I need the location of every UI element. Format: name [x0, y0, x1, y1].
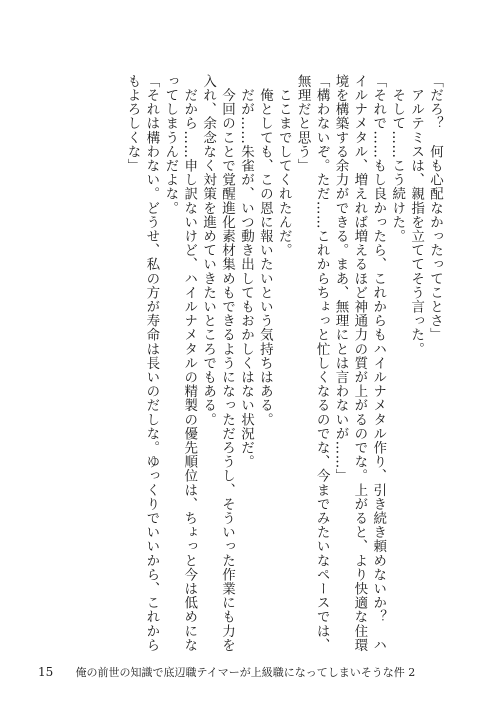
novel-body-text — [44, 74, 444, 662]
dialogue-paragraph: 「それで……もし良かったら、これからもハイルナメタル作り、引き続き頼めないか？ ハイルナメタル、増えれば増えるほど神通力の質が上がるのでな。上がると、より快適な住環境を構築する余力ができる。まあ、無理にとは言わないが……」 — [332, 74, 387, 653]
dialogue-paragraph: 「構わないぞ。ただ……これからちょっと忙しくなるのでな、今までみたいなペースでは、無理だと思う」 — [294, 74, 330, 653]
narration-paragraph: ここまでしてくれたんだ。 — [275, 74, 292, 258]
narration-paragraph: だが……朱雀が、いつ動き出してもおかしくはない状況だ。 — [237, 74, 254, 469]
page-number: 15 — [38, 665, 54, 679]
page-footer — [38, 664, 415, 680]
dialogue-paragraph: 「だろ？ 何も心配なかったってことさ」 — [427, 74, 443, 342]
dialogue-paragraph: 「それは構わない。どうせ、私の方が寿命は長いのだしな。ゆっくりでいいから、これからもよろしくな」 — [124, 74, 160, 653]
narration-paragraph: だから……申し訳ないけど、ハイルナメタルの精製の優先順位は、ちょっと今は低めになってしまうんだよな。 — [162, 74, 198, 653]
running-title: 俺の前世の知識で底辺職テイマーが上級職になってしまいそうな件 2 — [75, 666, 416, 679]
narration-paragraph: そして……こう続けた。 — [389, 74, 406, 244]
narration-paragraph: 今回のことで覚醒進化素材集めもできるようになっただろうし、そういった作業にも力を入れ、余念なく対策を進めていきたいところでもある。 — [200, 74, 236, 653]
narration-paragraph: 俺としても、この恩に報いたいという気持ちはある。 — [256, 74, 273, 427]
narration-paragraph: アルテミスは、親指を立ててそう言った。 — [408, 74, 425, 356]
